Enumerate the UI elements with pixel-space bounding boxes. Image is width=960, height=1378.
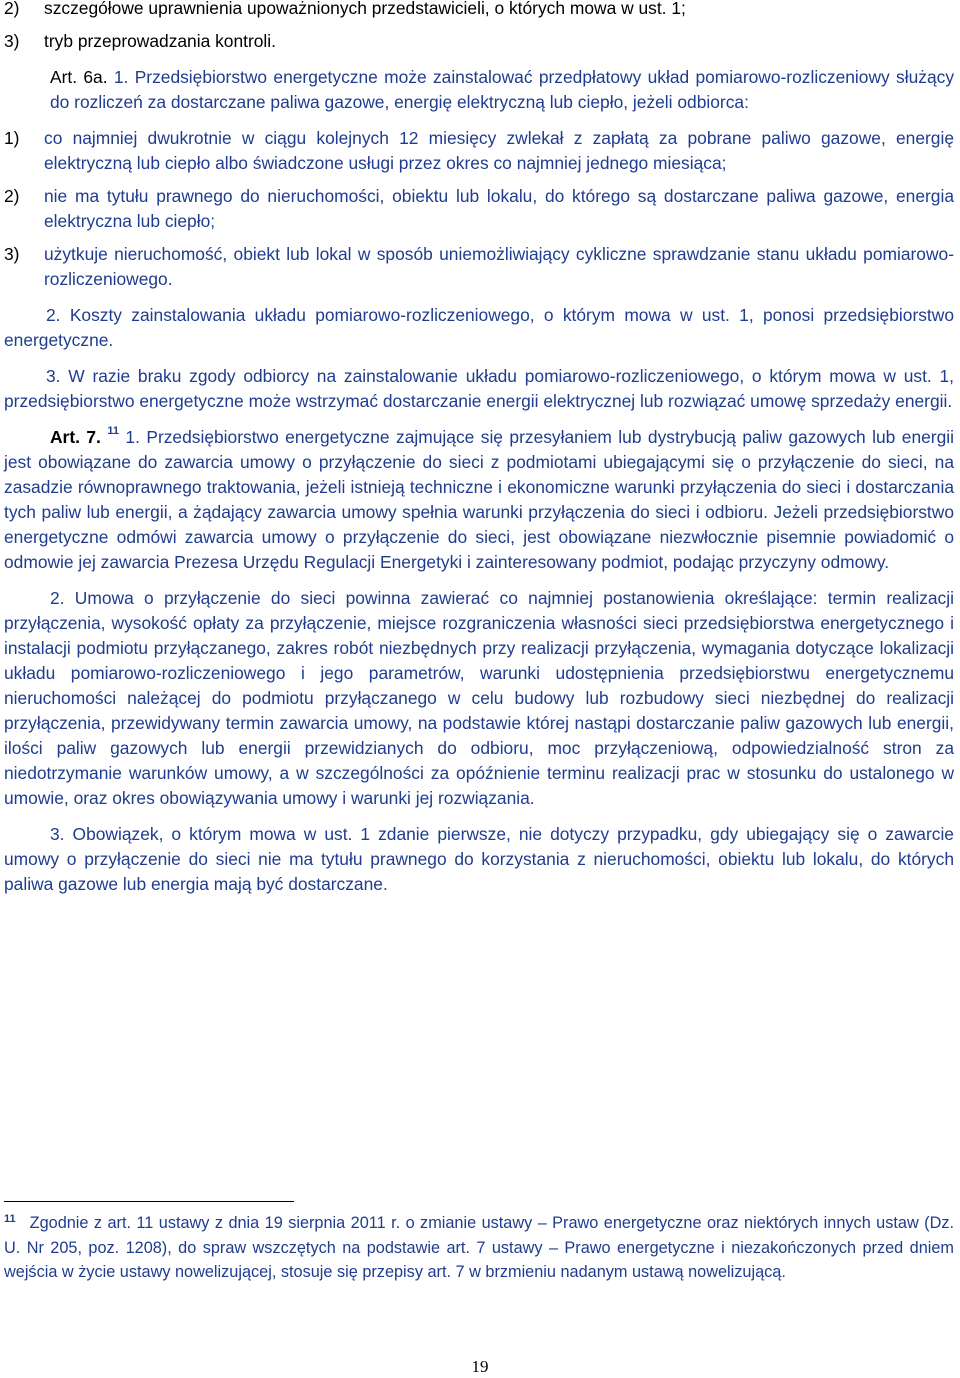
page-number: 19: [471, 1357, 489, 1376]
item-text: tryb przeprowadzania kontroli.: [44, 31, 276, 51]
footnote-separator: [4, 1201, 294, 1202]
paragraph-number: 2.: [50, 588, 65, 608]
footnote-reference[interactable]: 11: [107, 425, 119, 438]
paragraph-text: W razie braku zgody odbiorcy na zainstalowanie układu pomiarowo-rozliczeniowego, o którym mowa w ust. 1, przedsiębiorstwo energetyczne może wstrzymać dostarczanie energii elektrycznej lub rozwiązać umowę sprzedaży energii.: [4, 366, 954, 411]
list-item: [4, 29, 954, 54]
article-label: Art. 6a.: [50, 67, 108, 87]
item-number: 1): [4, 128, 20, 148]
art7-paragraph-3: [4, 822, 954, 897]
art6a-paragraph-2: [4, 303, 954, 353]
item-text: nie ma tytułu prawnego do nieruchomości, obiektu lub lokalu, do którego są dostarczane paliwa gazowe, energia elektryczna lub ciepło;: [44, 186, 954, 231]
paragraph-text: Przedsiębiorstwo energetyczne może zainstalować przedpłatowy układ pomiarowo-rozliczeniowy służący do rozliczeń za dostarczane paliwa gazowe, energię elektryczną lub ciepło, jeżeli odbiorca:: [50, 67, 955, 112]
list-item: [4, 242, 954, 292]
paragraph-text: 1. Przedsiębiorstwo energetyczne zajmujące się przesyłaniem lub dystrybucją paliw gazowych lub energii jest obowiązane do zawarcia umowy o przyłączenie do sieci z podmiotami ubiegającymi się o przyłączenie do sieci, na zasadzie równoprawnego traktowania, jeżeli istnieją techniczne i ekonomiczne warunki przyłączenia do sieci i dostarczania tych paliw lub energii, a żądający zawarcia umowy spełnia warunki przyłączenia do sieci i odbioru. Jeżeli przedsiębiorstwo energetyczne odmówi zawarcia umowy o przyłączenie do sieci, jest obowiązane niezwłocznie pisemnie powiadomić o odmowie jej zawarcia Prezesa Urzędu Regulacji Energetyki i zainteresowany podmiot, podając przyczyny odmowy.: [4, 427, 954, 572]
paragraph-text: Obowiązek, o którym mowa w ust. 1 zdanie pierwsze, nie dotyczy przypadku, gdy ubiegający się o zawarcie umowy o przyłączenie do sieci nie ma tytułu prawnego do korzystania z nieruchomości, obiektu lub lokalu, do których paliwa gazowe lub energia mają być dostarczane.: [4, 824, 954, 894]
item-number: 3): [4, 31, 20, 51]
item-number: 2): [4, 186, 20, 206]
footnote-mark: 11: [4, 1212, 16, 1225]
paragraph-number: 2.: [46, 305, 61, 325]
item-text: co najmniej dwukrotnie w ciągu kolejnych 12 miesięcy zwlekał z zapłatą za pobrane paliwo gazowe, energię elektryczną lub ciepło albo świadczone usługi przez okres co najmniej jednego miesiąca;: [44, 128, 954, 173]
list-item: [4, 184, 954, 234]
paragraph-number: 1.: [113, 67, 129, 87]
paragraph-number: 3.: [50, 824, 65, 844]
art7-paragraph-2: [4, 586, 954, 811]
article-label: Art. 7.: [50, 427, 101, 447]
item-text: użytkuje nieruchomość, obiekt lub lokal w sposób uniemożliwiający cykliczne sprawdzanie stanu układu pomiarowo-rozliczeniowego.: [44, 244, 954, 289]
paragraph-text: Koszty zainstalowania układu pomiarowo-rozliczeniowego, o którym mowa w ust. 1, ponosi przedsiębiorstwo energetyczne.: [4, 305, 954, 350]
list-item: [4, 0, 954, 21]
list-item: [4, 126, 954, 176]
footnote-text: Zgodnie z art. 11 ustawy z dnia 19 sierpnia 2011 r. o zmianie ustawy – Prawo energetyczne oraz niektórych innych ustaw (Dz. U. Nr 205, poz. 1208), do spraw wszczętych na podstawie art. 7 ustawy – Prawo energetyczne i niezakończonych przed dniem wejścia w życie ustawy nowelizującej, stosuje się przepisy art. 7 w brzmieniu nadanym ustawą nowelizującą.: [4, 1214, 954, 1281]
item-number: 2): [4, 0, 20, 18]
paragraph-number: 3.: [46, 366, 61, 386]
art7-paragraph-1: [4, 425, 954, 575]
art6a-paragraph-1: [4, 65, 954, 115]
item-text: szczegółowe uprawnienia upoważnionych przedstawicieli, o których mowa w ust. 1;: [44, 0, 686, 18]
footnote: [4, 1211, 954, 1285]
art6a-paragraph-3: [4, 364, 954, 414]
paragraph-text: Umowa o przyłączenie do sieci powinna zawierać co najmniej postanowienia określające: termin realizacji przyłączenia, wysokość opłaty za przyłączenie, miejsce rozgraniczenia własności sieci przedsiębiorstwa energetycznego i instalacji podmiotu przyłączanego, zakres robót niezbędnych przy realizacji przyłączenia, wymagania dotyczące lokalizacji układu pomiarowo-rozliczeniowego i jego parametrów, warunki udostępnienia przedsiębiorstwu energetycznemu nieruchomości należącej do podmiotu przyłączanego w celu budowy lub rozbudowy sieci niezbędnej do realizacji przyłączenia, przewidywany termin zawarcia umowy, na podstawie której nastąpi dostarczanie paliw gazowych lub energii, ilości paliw gazowych lub energii przewidzianych do odbioru, moc przyłączeniową, odpowiedzialność stron za niedotrzymanie warunków umowy, a w szczególności za opóźnienie terminu realizacji prac w stosunku do ustalonego w umowie, oraz okres obowiązywania umowy i warunki jej rozwiązania.: [4, 588, 954, 808]
item-number: 3): [4, 244, 20, 264]
document-page: [4, 0, 954, 897]
